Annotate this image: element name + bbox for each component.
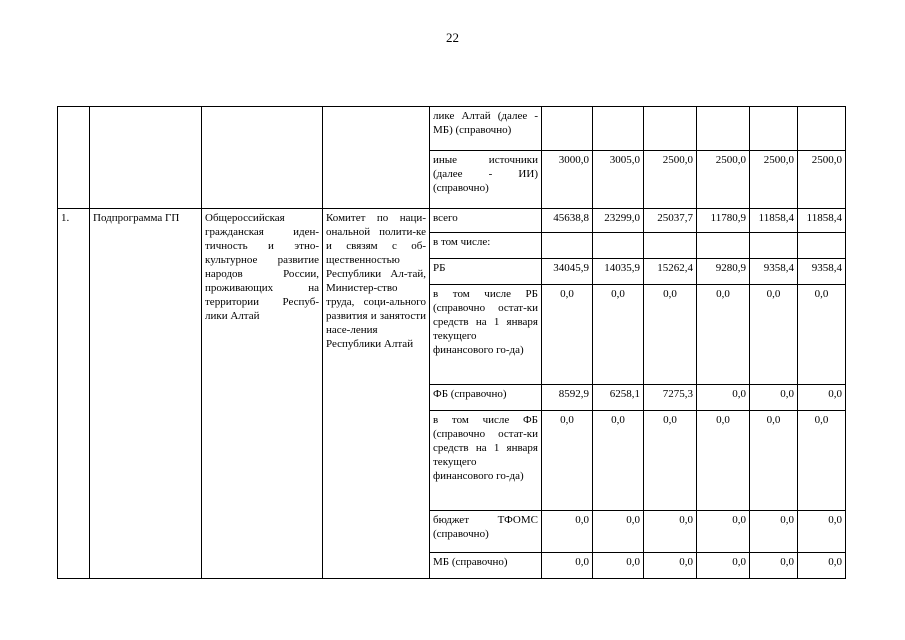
value-cell — [798, 107, 846, 151]
source-cell: в том числе: — [430, 233, 542, 259]
value-cell — [644, 107, 697, 151]
source-cell: в том числе ФБ (справочно остат-ки средств на 1 января текущего финансового го-да) — [430, 411, 542, 511]
value-cell: 0,0 — [542, 553, 593, 579]
value-cell: 0,0 — [697, 511, 750, 553]
value-cell: 9358,4 — [798, 259, 846, 285]
value-cell: 0,0 — [593, 285, 644, 385]
source-cell: РБ — [430, 259, 542, 285]
value-cell — [697, 107, 750, 151]
table-row — [58, 107, 846, 151]
value-cell: 2500,0 — [644, 151, 697, 209]
source-cell: ФБ (справочно) — [430, 385, 542, 411]
value-cell: 45638,8 — [542, 209, 593, 233]
subprogram-name: Подпрограмма ГП — [90, 209, 202, 579]
value-cell: 0,0 — [750, 411, 798, 511]
value-cell: 0,0 — [697, 553, 750, 579]
value-cell: 11780,9 — [697, 209, 750, 233]
source-cell: иные источники (далее - ИИ) (справочно) — [430, 151, 542, 209]
value-cell: 2500,0 — [798, 151, 846, 209]
source-cell: бюджет ТФОМС (справочно) — [430, 511, 542, 553]
source-cell: в том числе РБ (справочно остат-ки средств на 1 января текущего финансового го-да) — [430, 285, 542, 385]
value-cell: 0,0 — [798, 285, 846, 385]
value-cell: 0,0 — [697, 285, 750, 385]
value-cell — [542, 233, 593, 259]
value-cell: 0,0 — [697, 385, 750, 411]
value-cell: 0,0 — [593, 411, 644, 511]
value-cell — [593, 233, 644, 259]
value-cell: 11858,4 — [750, 209, 798, 233]
value-cell: 8592,9 — [542, 385, 593, 411]
value-cell: 0,0 — [542, 411, 593, 511]
value-cell — [697, 233, 750, 259]
value-cell: 0,0 — [750, 385, 798, 411]
value-cell — [750, 233, 798, 259]
value-cell: 14035,9 — [593, 259, 644, 285]
value-cell: 2500,0 — [750, 151, 798, 209]
value-cell — [593, 107, 644, 151]
value-cell: 0,0 — [593, 511, 644, 553]
value-cell: 25037,7 — [644, 209, 697, 233]
value-cell: 0,0 — [644, 553, 697, 579]
value-cell: 9358,4 — [750, 259, 798, 285]
value-cell: 0,0 — [593, 553, 644, 579]
page-number: 22 — [446, 30, 459, 45]
value-cell: 6258,1 — [593, 385, 644, 411]
value-cell: 0,0 — [644, 411, 697, 511]
budget-table — [57, 106, 846, 579]
value-cell: 9280,9 — [697, 259, 750, 285]
value-cell: 11858,4 — [798, 209, 846, 233]
subprogram-executor: Комитет по наци-ональной полити-ке и связям с об-щественностью Республики Ал-тай, Министер-ство труда, соци-ального развития и занятости насе-ления Республики Алтай — [323, 209, 430, 579]
empty-name-cell — [90, 107, 202, 209]
value-cell — [542, 107, 593, 151]
empty-title-cell — [202, 107, 323, 209]
value-cell: 0,0 — [542, 285, 593, 385]
value-cell: 0,0 — [798, 511, 846, 553]
source-cell: всего — [430, 209, 542, 233]
value-cell: 3000,0 — [542, 151, 593, 209]
value-cell — [750, 107, 798, 151]
empty-number-cell — [58, 107, 90, 209]
value-cell: 0,0 — [750, 285, 798, 385]
value-cell: 0,0 — [798, 553, 846, 579]
value-cell: 2500,0 — [697, 151, 750, 209]
value-cell — [644, 233, 697, 259]
table-row — [58, 209, 846, 233]
value-cell — [798, 233, 846, 259]
empty-executor-cell — [323, 107, 430, 209]
value-cell: 0,0 — [750, 553, 798, 579]
value-cell: 34045,9 — [542, 259, 593, 285]
value-cell: 0,0 — [697, 411, 750, 511]
value-cell: 15262,4 — [644, 259, 697, 285]
subprogram-number: 1. — [58, 209, 90, 579]
source-cell: лике Алтай (далее - МБ) (справочно) — [430, 107, 542, 151]
value-cell: 0,0 — [542, 511, 593, 553]
subprogram-title: Общероссийская гражданская иден-тичность и этно-культурное развитие народов России, проживающих на территории Респуб-лики Алтай — [202, 209, 323, 579]
value-cell: 0,0 — [798, 385, 846, 411]
source-cell: МБ (справочно) — [430, 553, 542, 579]
value-cell: 0,0 — [798, 411, 846, 511]
value-cell: 0,0 — [750, 511, 798, 553]
value-cell: 3005,0 — [593, 151, 644, 209]
value-cell: 7275,3 — [644, 385, 697, 411]
value-cell: 0,0 — [644, 285, 697, 385]
value-cell: 23299,0 — [593, 209, 644, 233]
value-cell: 0,0 — [644, 511, 697, 553]
